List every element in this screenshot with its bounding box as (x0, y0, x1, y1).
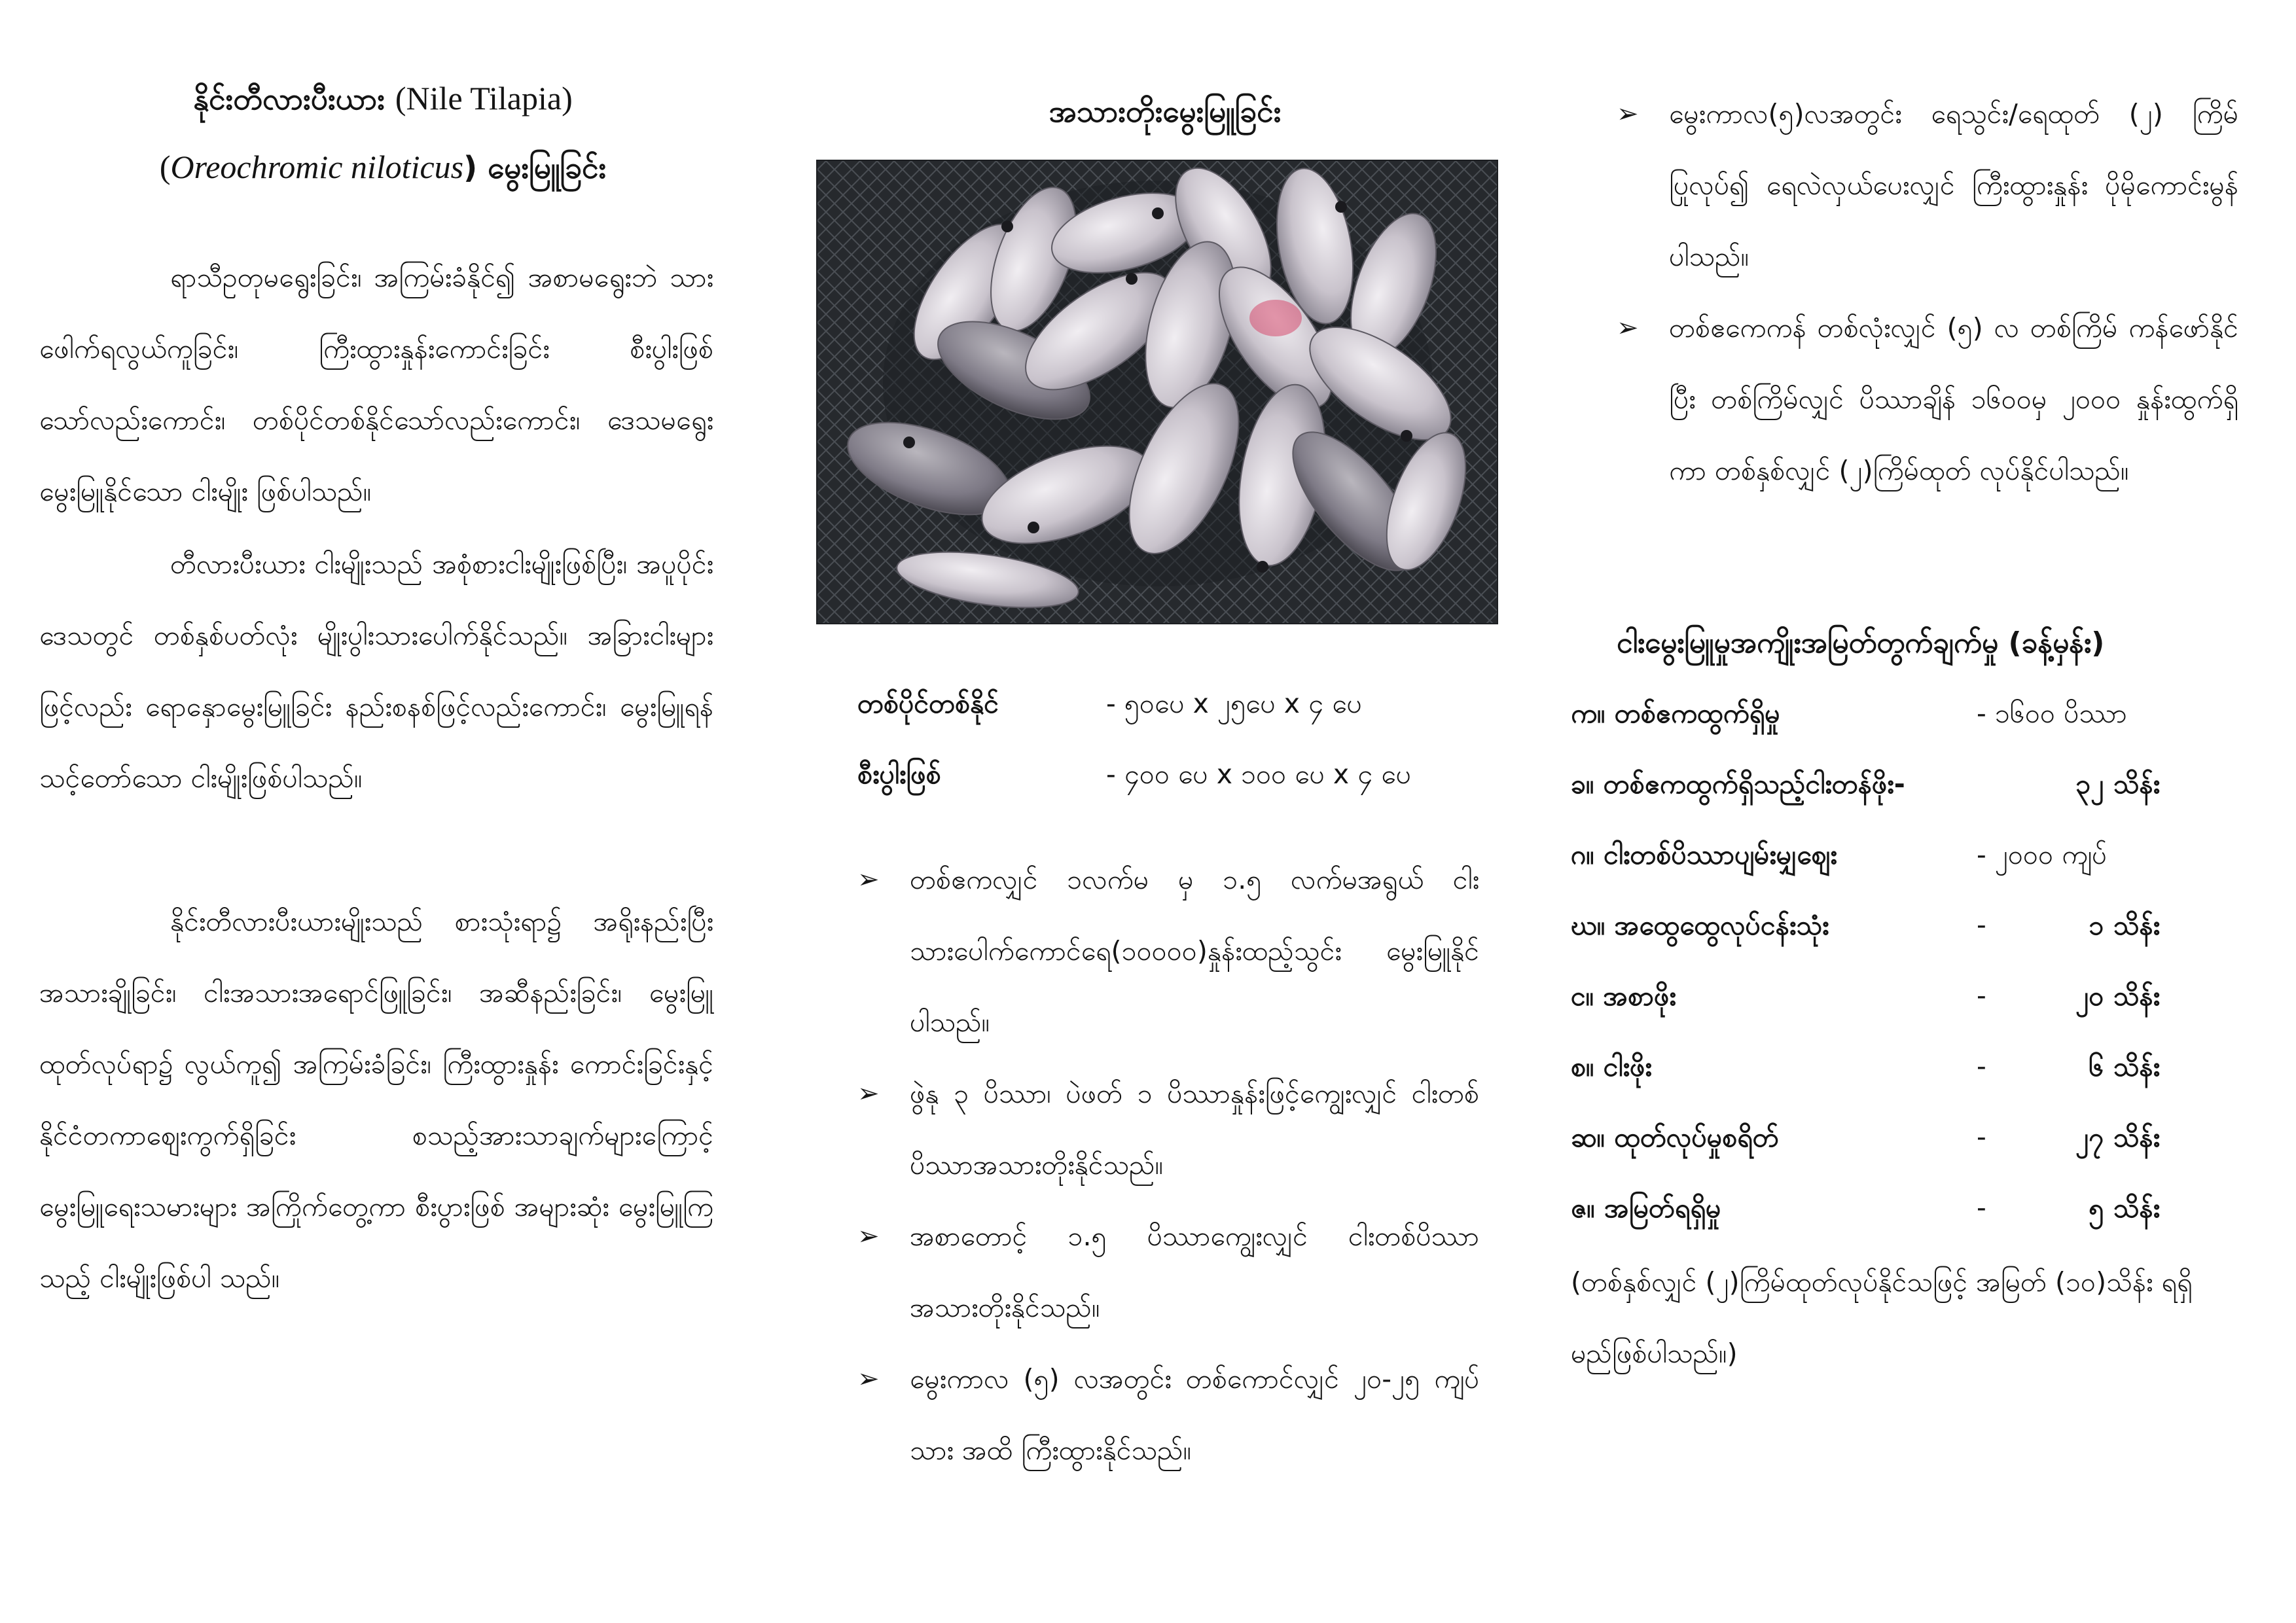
arrow-bullet-icon: ➢ (857, 865, 880, 895)
row-label: က။ တစ်ဧကထွက်ရှိမှု (1571, 698, 1780, 729)
arrow-bullet-icon: ➢ (1617, 99, 1639, 129)
row-value-amount: ၅ သိန်း (2089, 1192, 2160, 1224)
middle-title: အသားတိုးမွေးမြူခြင်း (1049, 94, 1282, 129)
row-value: - (1977, 1121, 1986, 1152)
right-bullet-list (1617, 79, 2238, 507)
row-label: ဇ။ အမြတ်ရရှိမှု (1571, 1192, 1721, 1224)
spec-label: တစ်ပိုင်တစ်နိုင် (857, 688, 999, 719)
list-item (857, 1201, 1479, 1344)
row-label: င။ အစာဖိုး (1571, 980, 1676, 1012)
row-value: - (1977, 980, 1986, 1011)
list-item (857, 844, 1479, 1058)
title-suffix: ) မွေးမြူခြင်း (463, 150, 607, 185)
spec-value: - ၅၀ပေ x ၂၅ပေ x ၄ ပေ (1106, 688, 1362, 719)
arrow-bullet-icon: ➢ (1617, 313, 1639, 343)
bullet-text: တစ်ဧကလျှင် ၁လက်မ မှ ၁.၅ လက်မအရွယ် ငါးသားပေါက်ကောင်ရေ(၁၀၀၀၀)နှုန်းထည့်သွင်း မွေးမြူနိုင်ပါသည်။ (910, 864, 1479, 1038)
row-value-amount: ၁ သိန်း (2089, 910, 2160, 941)
title-latin: (Nile Tilapia) (395, 80, 573, 116)
bullet-text: မွေးကာလ (၅) လအတွင်း တစ်ကောင်လျှင် ၂၀-၂၅ ကျပ်သား အထိ ကြီးထွားနိုင်သည်။ (910, 1363, 1479, 1466)
row-value: - (1977, 1050, 1986, 1082)
row-value: - ၁၆၀၀ ပိဿာ (1977, 698, 2127, 729)
spec-row-small-scale (857, 687, 1362, 726)
title-myanmar: နိုင်းတီလားပီးယား (193, 81, 385, 116)
spec-label: စီးပွါးဖြစ် (857, 758, 941, 790)
arrow-bullet-icon: ➢ (857, 1221, 880, 1251)
row-value: - (1977, 909, 1986, 940)
bullet-text: ဖွဲနု ၃ ပိဿာ၊ ပဲဖတ် ၁ ပိဿာနှုန်းဖြင့်ကျွေးလျှင် ငါးတစ်ပိဿာအသားတိုးနိုင်သည်။ (910, 1078, 1479, 1181)
left-paragraph-2: တီလားပီးယား ငါးမျိုးသည် အစုံစားငါးမျိုးဖြစ်ပြီး၊ အပူပိုင်းဒေသတွင် တစ်နှစ်ပတ်လုံး မျိုးပွါးသားပေါက်နိုင်သည်။ အခြားငါးများဖြင့်လည်း ရောနှောမွေးမြူခြင်း နည်းစနစ်ဖြင့်လည်းကောင်း၊ မွေးမြူရန် သင့်တော်သော ငါးမျိုးဖြစ်ပါသည်။ (39, 548, 713, 794)
left-paragraph-1: ရာသီဥတုမရွေးခြင်း၊ အကြမ်းခံနိုင်၍ အစာမရွေးဘဲ သားဖေါက်ရလွယ်ကူခြင်း၊ ကြီးထွားနှုန်းကောင်းခြင်း စီးပွါးဖြစ်သော်လည်းကောင်း၊ တစ်ပိုင်တစ်နိုင်သော်လည်းကောင်း၊ ဒေသမရွေးမွေးမြူနိုင်သော ငါးမျိုး ဖြစ်ပါသည်။ (39, 262, 713, 507)
row-label: ဆ။ ထုတ်လုပ်မှုစရိတ် (1571, 1122, 1779, 1153)
arrow-bullet-icon: ➢ (857, 1364, 880, 1394)
list-item (1617, 79, 2238, 293)
scientific-name: Oreochromic niloticus (170, 149, 464, 185)
row-value-amount: ၂၇ သိန်း (2075, 1122, 2160, 1153)
spec-value: - ၄၀၀ ပေ x ၁၀၀ ပေ x ၄ ပေ (1106, 758, 1411, 790)
row-value-amount: ၃၂ သိန်း (2075, 768, 2160, 800)
row-label: ဃ။ အထွေထွေလုပ်ငန်းသုံး (1571, 910, 1829, 941)
profit-note: (တစ်နှစ်လျှင် (၂)ကြိမ်ထုတ်လုပ်နိုင်သဖြင့် အမြတ် (၁၀)သိန်း ရရှိမည်ဖြစ်ပါသည်။) (1571, 1266, 2193, 1369)
bullet-text: မွေးကာလ(၅)လအတွင်း ရေသွင်း/ရေထုတ် (၂) ကြိမ်ပြုလုပ်၍ ရေလဲလှယ်ပေးလျှင် ကြီးထွားနှုန်း ပိုမိုကောင်းမွန်ပါသည်။ (1669, 98, 2238, 272)
tilapia-fish-photo (816, 160, 1498, 624)
row-value: - ၂၀၀၀ ကျပ် (1977, 839, 2107, 870)
title-paren-open: ( (159, 149, 171, 185)
bullet-text: တစ်ဧကေကန် တစ်လုံးလျှင် (၅) လ တစ်ကြိမ် ကန်ဖော်နိုင်ပြီး တစ်ကြိမ်လျှင် ပိဿာချိန် ၁၆၀၀မှ ၂၀၀၀ နှုန်းထွက်ရှိကာ တစ်နှစ်လျှင် (၂)ကြိမ်ထုတ် လုပ်နိုင်ပါသည်။ (1669, 312, 2238, 486)
row-value-amount: ၆ သိန်း (2089, 1051, 2160, 1082)
list-item (857, 1344, 1479, 1486)
left-paragraph-3: နိုင်းတီလားပီးယားမျိုးသည် စားသုံးရာ၌ အရိုးနည်းပြီး အသားချိုခြင်း၊ ငါးအသားအရောင်ဖြူခြင်း၊ အဆီနည်းခြင်း၊ မွေးမြူထုတ်လုပ်ရာ၌ လွယ်ကူ၍ အကြမ်းခံခြင်း၊ ကြီးထွားနှုန်း ကောင်းခြင်းနှင့် နိုင်ငံတကာဈေးကွက်ရှိခြင်း စသည့်အားသာချက်များကြောင့် မွေးမြူရေးသမားများ အကြိုက်တွေ့ကာ စီးပွားဖြစ် အများဆုံး မွေးမြူကြသည့် ငါးမျိုးဖြစ်ပါ သည်။ (39, 906, 713, 1294)
row-value-amount: ၂၀ သိန်း (2075, 980, 2160, 1012)
row-label: စ။ ငါးဖိုး (1571, 1051, 1652, 1082)
middle-bullet-list (857, 844, 1479, 1486)
arrow-bullet-icon: ➢ (857, 1079, 880, 1109)
profit-table-title: ငါးမွေးမြူမှုအကျိုးအမြတ်တွက်ချက်မှု (ခန့်မှန်း) (1617, 626, 2105, 660)
list-item (857, 1058, 1479, 1201)
list-item (1617, 293, 2238, 507)
row-label: ခ။ တစ်ဧကထွက်ရှိသည့်ငါးတန်ဖိုး- (1571, 768, 1905, 800)
row-label: ဂ။ ငါးတစ်ပိဿာပျမ်းမျှဈေး (1571, 839, 1837, 870)
bullet-text: အစာတောင့် ၁.၅ ပိဿာကျွေးလျှင် ငါးတစ်ပိဿာ အသားတိုးနိုင်သည်။ (910, 1221, 1479, 1323)
left-title-line1 (39, 79, 726, 118)
row-value: - (1977, 1192, 1986, 1223)
spec-row-commercial (857, 758, 1411, 797)
left-title-line2 (39, 147, 726, 187)
